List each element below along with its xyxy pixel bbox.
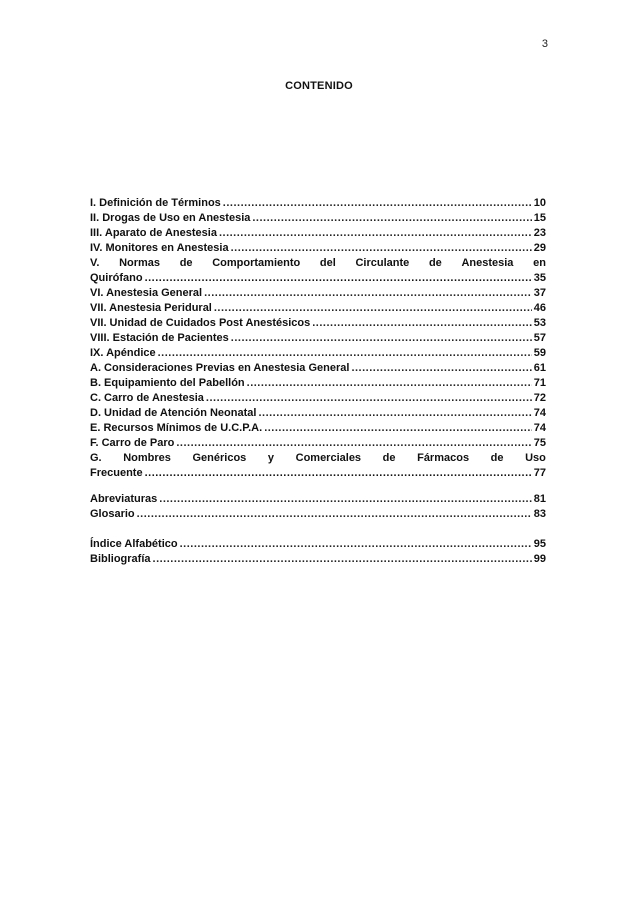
- toc-entry: [90, 241, 546, 256]
- toc-entry-label: F. Carro de Paro: [90, 437, 175, 449]
- toc-entry: [90, 451, 546, 481]
- toc-entry-label: IX. Apéndice: [90, 347, 156, 359]
- toc-entry-word: V.: [90, 257, 100, 269]
- toc-entry-page: 61: [533, 362, 546, 374]
- toc-entry-word: Comerciales: [295, 452, 362, 464]
- toc-entry: [90, 226, 546, 241]
- toc-entry-page: 23: [533, 227, 546, 239]
- leader-dots: [145, 466, 532, 481]
- toc-entry: [90, 346, 546, 361]
- toc-entry-word: y: [267, 452, 275, 464]
- toc-entry-label: C. Carro de Anestesia: [90, 392, 204, 404]
- toc-entry-page: 15: [533, 212, 546, 224]
- toc-entry-label: D. Unidad de Atención Neonatal: [90, 407, 257, 419]
- toc-entry: [90, 256, 546, 286]
- toc-entry-page: 72: [533, 392, 546, 404]
- toc-entry-page: 95: [533, 538, 546, 550]
- toc-appendix-section: [90, 492, 546, 522]
- toc-entry: [90, 301, 546, 316]
- leader-dots: [264, 421, 532, 436]
- toc-entry-page: 46: [533, 302, 546, 314]
- leader-dots: [214, 301, 532, 316]
- table-of-contents: [90, 196, 546, 481]
- toc-entry-page: 10: [533, 197, 546, 209]
- leader-dots: [351, 361, 531, 376]
- toc-entry-word: Circulante: [355, 257, 410, 269]
- toc-entry: [90, 196, 546, 211]
- leader-dots: [176, 436, 531, 451]
- toc-entry: [90, 211, 546, 226]
- toc-entry: [90, 316, 546, 331]
- toc-entry-label: III. Aparato de Anestesia: [90, 227, 217, 239]
- toc-entry-word: de: [382, 452, 396, 464]
- leader-dots: [158, 346, 532, 361]
- toc-entry: [90, 376, 546, 391]
- toc-entry-label-line: [90, 256, 546, 271]
- toc-entry: [90, 286, 546, 301]
- toc-entry-word: en: [533, 257, 546, 269]
- toc-entry-page: 75: [533, 437, 546, 449]
- toc-entry: [90, 331, 546, 346]
- leader-dots: [223, 196, 532, 211]
- toc-entry: [90, 421, 546, 436]
- leader-dots: [258, 406, 531, 421]
- toc-entry-label: II. Drogas de Uso en Anestesia: [90, 212, 251, 224]
- leader-dots: [312, 316, 532, 331]
- toc-entry-label: Abreviaturas: [90, 493, 158, 505]
- toc-entry-label-line: [90, 451, 546, 466]
- toc-entry-word: del: [319, 257, 336, 269]
- leader-dots: [231, 241, 532, 256]
- leader-dots: [159, 492, 531, 507]
- toc-entry-page: 81: [533, 493, 546, 505]
- leader-dots: [137, 507, 532, 522]
- toc-entry-word: Fármacos: [417, 452, 470, 464]
- toc-entry-page: 77: [533, 467, 546, 479]
- leader-dots: [231, 331, 532, 346]
- toc-entry: [90, 436, 546, 451]
- toc-entry-page: 83: [533, 508, 546, 520]
- toc-entry: [90, 537, 546, 552]
- leader-dots: [145, 271, 532, 286]
- page-number: 3: [541, 38, 548, 50]
- toc-entry-page: 29: [533, 242, 546, 254]
- toc-entry-label: Frecuente: [90, 467, 143, 479]
- toc-index-section: [90, 537, 546, 567]
- toc-entry-label: VI. Anestesia General: [90, 287, 203, 299]
- toc-entry: [90, 552, 546, 567]
- toc-entry-label: I. Definición de Términos: [90, 197, 221, 209]
- page-title: CONTENIDO: [285, 80, 353, 92]
- toc-entry-label: IV. Monitores en Anestesia: [90, 242, 229, 254]
- leader-dots: [252, 211, 531, 226]
- toc-entry: [90, 507, 546, 522]
- toc-entry-label: B. Equipamiento del Pabellón: [90, 377, 245, 389]
- leader-dots: [247, 376, 532, 391]
- leader-dots: [180, 537, 532, 552]
- toc-entry-label: Glosario: [90, 508, 135, 520]
- leader-dots: [219, 226, 532, 241]
- toc-entry: [90, 406, 546, 421]
- toc-entry-label: VII. Anestesia Peridural: [90, 302, 212, 314]
- toc-entry-page: 74: [533, 407, 546, 419]
- leader-dots: [153, 552, 532, 567]
- toc-entry: [90, 361, 546, 376]
- toc-entry-page: 35: [533, 272, 546, 284]
- toc-entry-page: 71: [533, 377, 546, 389]
- toc-entry-page: 99: [533, 553, 546, 565]
- toc-entry: [90, 492, 546, 507]
- toc-entry-word: Anestesia: [461, 257, 514, 269]
- toc-entry-word: Uso: [525, 452, 546, 464]
- toc-entry-word: Genéricos: [192, 452, 247, 464]
- toc-entry-label: E. Recursos Mínimos de U.C.P.A.: [90, 422, 263, 434]
- toc-entry-label: A. Consideraciones Previas en Anestesia General: [90, 362, 350, 374]
- toc-entry-word: de: [490, 452, 504, 464]
- leader-dots: [206, 391, 532, 406]
- toc-entry-word: Comportamiento: [212, 257, 301, 269]
- toc-entry-word: Nombres: [123, 452, 171, 464]
- toc-entry-word: G.: [90, 452, 102, 464]
- toc-entry-word: de: [179, 257, 193, 269]
- toc-entry-label: Quirófano: [90, 272, 143, 284]
- toc-entry-page: 37: [533, 287, 546, 299]
- toc-entry-page: 74: [533, 422, 546, 434]
- toc-entry-label: VIII. Estación de Pacientes: [90, 332, 229, 344]
- toc-entry-page: 57: [533, 332, 546, 344]
- toc-entry-label: Bibliografía: [90, 553, 151, 565]
- leader-dots: [204, 286, 532, 301]
- toc-entry-word: de: [428, 257, 442, 269]
- toc-entry-page: 53: [533, 317, 546, 329]
- toc-entry-label: VII. Unidad de Cuidados Post Anestésicos: [90, 317, 311, 329]
- toc-entry-label: Índice Alfabético: [90, 538, 178, 550]
- toc-entry-page: 59: [533, 347, 546, 359]
- toc-entry-word: Normas: [119, 257, 161, 269]
- toc-entry: [90, 391, 546, 406]
